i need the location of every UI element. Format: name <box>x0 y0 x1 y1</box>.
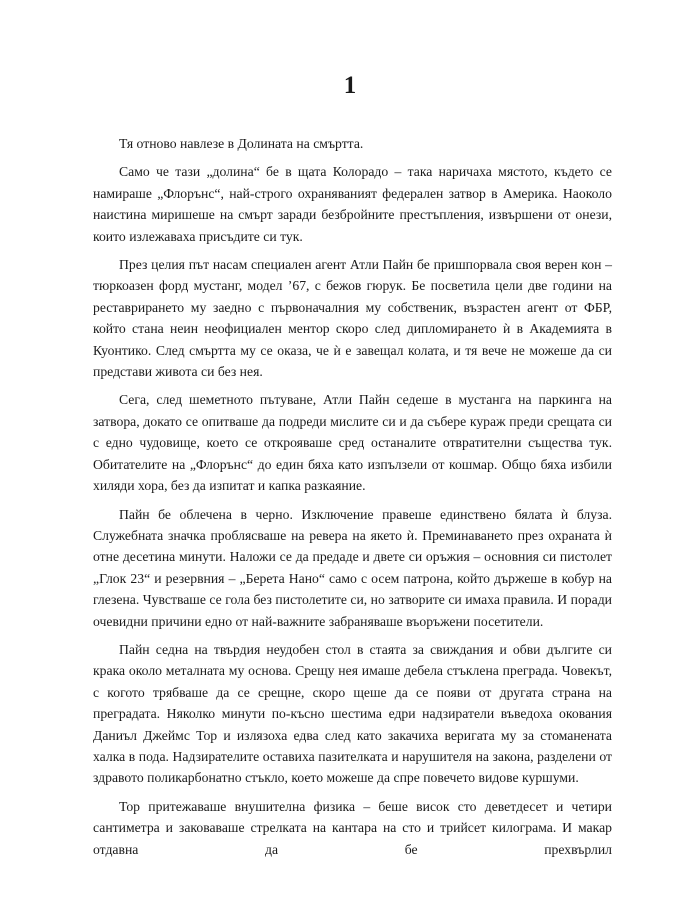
paragraph: Тор притежаваше внушителна физика – беше висок сто деветдесет и четири сантиметра и заковаваше стрелката на кантара на сто и трийсет килограма. И макар отдавна да бе прехвърлил <box>93 798 612 857</box>
paragraph: През целия път насам специален агент Атли Пайн бе пришпорвала своя верен кон – тюркоазен форд мустанг, модел ’67, с бежов гюрук. Бе посветила цели две години на реставрирането му заедно с първоначалния му собственик, възрастен агент от ФБР, който стана неин неофициален ментор скоро след дипломирането ѝ в Академията в Куонтико. След смъртта му се оказа, че ѝ е завещал колата, и тя вече не можеше да си представи живота си без нея. <box>93 257 612 380</box>
chapter-body <box>93 133 612 860</box>
paragraph: Пайн седна на твърдия неудобен стол в стаята за свиждания и обви дългите си крака около металната му основа. Срещу нея имаше дебела стъклена преграда. Човекът, с когото трябваше да се срещне, скоро щеше да се появи от другата страна на преградата. Няколко минути по-късно шестима едри надзиратели въведоха окования Даниъл Джеймс Тор и излязоха едва след като закачиха веригата му за стоманената халка в пода. Надзирателите оставиха пазителката и нарушителя на закона, разделени от здравото поликарбонатно стъкло, което можеше да спре повечето видове куршуми. <box>93 641 612 786</box>
paragraph: Само че тази „долина“ бе в щата Колорадо – така наричаха мястото, където се намираше „Флорънс“, най-строго охраняваният федерален затвор в Америка. Наоколо наистина миришеше на смърт заради безбройните престъпления, извършени от онези, които излежаваха присъдите си тук. <box>93 164 612 244</box>
paragraph: Тя отново навлезе в Долината на смъртта. <box>119 136 364 151</box>
paragraph: Сега, след шеметното пътуване, Атли Пайн седеше в мустанга на паркинга на затвора, докато се опитваше да подреди мислите си и да събере кураж преди срещата си с едно чудовище, което се открояваше сред останалите отвратителни същества тук. Обитателите на „Флорънс“ до един бяха като изпълзели от кошмар. Общо бяха избили хиляди хора, без да изпитат и капка разкаяние. <box>93 392 612 494</box>
chapter-number: 1 <box>343 72 357 99</box>
paragraph: Пайн бе облечена в черно. Изключение правеше единствено бялата ѝ блуза. Служебната значка проблясваше на ревера на якето ѝ. Преминаването през охраната ѝ отне десетина минути. Наложи се да предаде и двете си оръжия – основния си пистолет „Глок 23“ и резервния – „Берета Нано“ само с осем патрона, който държеше в кобур на глезена. Чувстваше се гола без пистолетите си, но затворите си имаха правила. И поради очевидни причини едно от най-важните забраняваше въоръжени посетители. <box>93 506 612 629</box>
